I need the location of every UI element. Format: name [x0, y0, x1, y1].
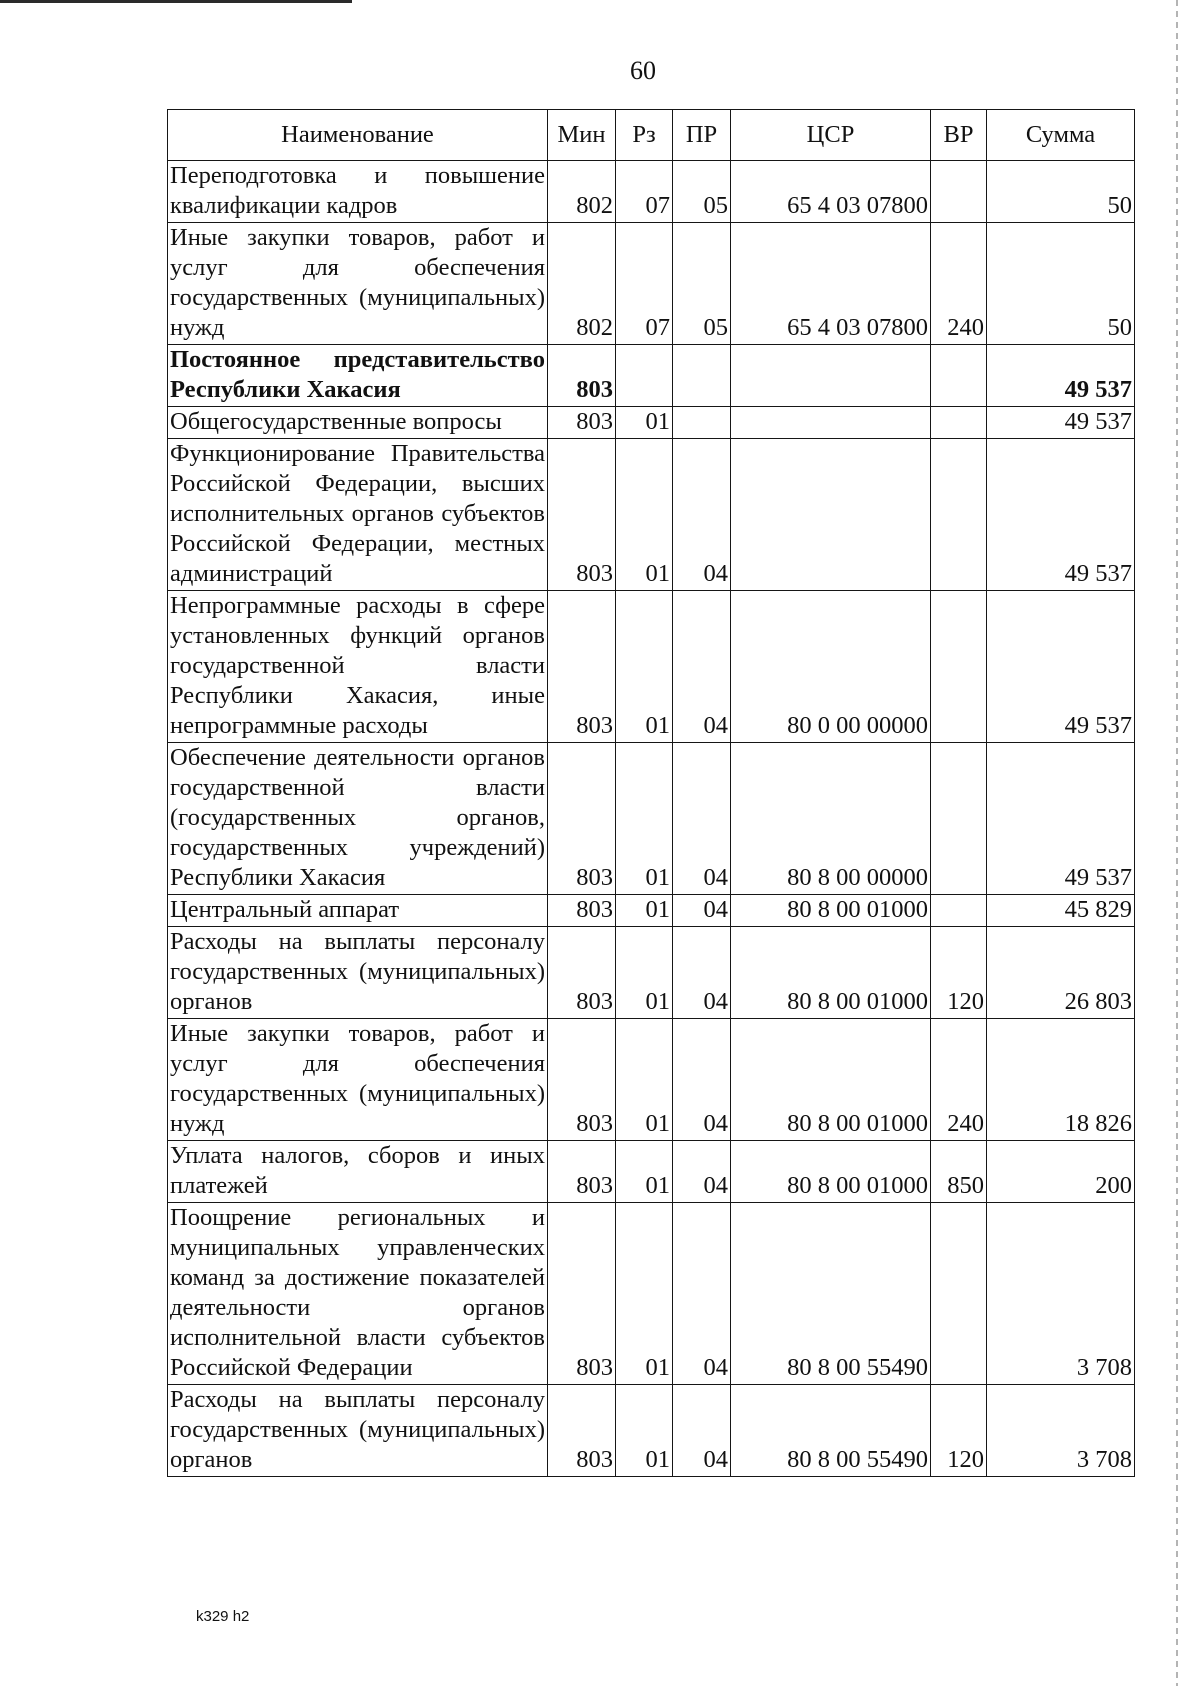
row-pr: 04 — [673, 1385, 731, 1477]
row-min: 803 — [548, 743, 616, 895]
row-pr: 04 — [673, 439, 731, 591]
row-name: Обеспечение деятельности органов государственной власти (государственных органов, государственных учреждений) Республики Хакасия — [168, 743, 548, 895]
row-vr: 120 — [931, 1385, 987, 1477]
row-pr: 04 — [673, 1019, 731, 1141]
row-sum: 49 537 — [987, 345, 1135, 407]
row-csr — [731, 345, 931, 407]
row-rz: 01 — [616, 895, 673, 927]
row-min: 803 — [548, 407, 616, 439]
row-pr: 04 — [673, 1141, 731, 1203]
row-vr — [931, 439, 987, 591]
table-row — [168, 1203, 1135, 1385]
row-vr — [931, 161, 987, 223]
row-csr: 80 0 00 00000 — [731, 591, 931, 743]
row-sum: 45 829 — [987, 895, 1135, 927]
row-pr — [673, 407, 731, 439]
row-csr: 65 4 03 07800 — [731, 161, 931, 223]
row-rz: 01 — [616, 927, 673, 1019]
row-name: Поощрение региональных и муниципальных управленческих команд за достижение показателей деятельности органов исполнительной власти субъектов Российской Федерации — [168, 1203, 548, 1385]
page-number: 60 — [630, 56, 656, 85]
table-row — [168, 895, 1135, 927]
row-min: 803 — [548, 927, 616, 1019]
header-rz: Рз — [616, 110, 673, 161]
row-sum: 49 537 — [987, 743, 1135, 895]
row-name: Уплата налогов, сборов и иных платежей — [168, 1141, 548, 1203]
row-vr: 240 — [931, 1019, 987, 1141]
row-name: Постоянное представительство Республики Хакасия — [168, 345, 548, 407]
row-name: Общегосударственные вопросы — [168, 407, 548, 439]
table-row — [168, 1385, 1135, 1477]
row-min: 803 — [548, 895, 616, 927]
row-pr: 04 — [673, 1203, 731, 1385]
header-csr: ЦСР — [731, 110, 931, 161]
table-row — [168, 407, 1135, 439]
table-row — [168, 161, 1135, 223]
row-rz: 07 — [616, 161, 673, 223]
footer-code: k329 h2 — [196, 1608, 250, 1625]
row-sum: 50 — [987, 223, 1135, 345]
header-row — [168, 110, 1135, 161]
row-csr: 80 8 00 01000 — [731, 1141, 931, 1203]
row-name: Центральный аппарат — [168, 895, 548, 927]
row-sum: 26 803 — [987, 927, 1135, 1019]
row-csr: 80 8 00 55490 — [731, 1203, 931, 1385]
row-vr — [931, 895, 987, 927]
row-min: 803 — [548, 439, 616, 591]
row-rz: 01 — [616, 1141, 673, 1203]
row-rz: 01 — [616, 1203, 673, 1385]
header-min: Мин — [548, 110, 616, 161]
row-rz: 01 — [616, 439, 673, 591]
table-row — [168, 439, 1135, 591]
row-pr: 05 — [673, 223, 731, 345]
row-min: 803 — [548, 1019, 616, 1141]
row-rz: 01 — [616, 743, 673, 895]
row-pr — [673, 345, 731, 407]
row-rz: 01 — [616, 1385, 673, 1477]
header-pr: ПР — [673, 110, 731, 161]
row-csr — [731, 439, 931, 591]
row-vr: 240 — [931, 223, 987, 345]
scan-edge — [1176, 0, 1178, 1686]
row-name: Расходы на выплаты персоналу государственных (муниципальных) органов — [168, 1385, 548, 1477]
row-min: 802 — [548, 161, 616, 223]
row-min: 803 — [548, 1141, 616, 1203]
header-sum: Сумма — [987, 110, 1135, 161]
row-pr: 04 — [673, 927, 731, 1019]
row-sum: 50 — [987, 161, 1135, 223]
row-sum: 49 537 — [987, 591, 1135, 743]
row-name: Непрограммные расходы в сфере установленных функций органов государственной власти Республики Хакасия, иные непрограммные расходы — [168, 591, 548, 743]
header-vr: ВР — [931, 110, 987, 161]
row-name: Переподготовка и повышение квалификации кадров — [168, 161, 548, 223]
table-row — [168, 591, 1135, 743]
row-csr: 80 8 00 01000 — [731, 927, 931, 1019]
table-row — [168, 1141, 1135, 1203]
row-vr: 120 — [931, 927, 987, 1019]
row-sum: 49 537 — [987, 439, 1135, 591]
row-sum: 3 708 — [987, 1385, 1135, 1477]
header-name: Наименование — [168, 110, 548, 161]
row-sum: 3 708 — [987, 1203, 1135, 1385]
row-rz: 01 — [616, 591, 673, 743]
row-csr: 80 8 00 00000 — [731, 743, 931, 895]
row-sum: 200 — [987, 1141, 1135, 1203]
row-min: 803 — [548, 591, 616, 743]
row-sum: 18 826 — [987, 1019, 1135, 1141]
row-pr: 04 — [673, 895, 731, 927]
row-sum: 49 537 — [987, 407, 1135, 439]
table-body — [168, 161, 1135, 1477]
table-row — [168, 1019, 1135, 1141]
row-min: 803 — [548, 1385, 616, 1477]
row-pr: 04 — [673, 591, 731, 743]
budget-table — [167, 109, 1135, 1477]
top-rule — [0, 0, 352, 3]
row-pr: 04 — [673, 743, 731, 895]
row-min: 803 — [548, 1203, 616, 1385]
row-vr — [931, 407, 987, 439]
table-row — [168, 743, 1135, 895]
row-pr: 05 — [673, 161, 731, 223]
row-csr: 80 8 00 01000 — [731, 895, 931, 927]
row-vr — [931, 743, 987, 895]
row-vr — [931, 345, 987, 407]
row-csr: 80 8 00 01000 — [731, 1019, 931, 1141]
row-vr — [931, 1203, 987, 1385]
row-min: 802 — [548, 223, 616, 345]
row-name: Функционирование Правительства Российской Федерации, высших исполнительных органов субъектов Российской Федерации, местных администраций — [168, 439, 548, 591]
row-rz: 07 — [616, 223, 673, 345]
row-csr: 65 4 03 07800 — [731, 223, 931, 345]
row-vr: 850 — [931, 1141, 987, 1203]
row-min: 803 — [548, 345, 616, 407]
row-name: Иные закупки товаров, работ и услуг для обеспечения государственных (муниципальных) нужд — [168, 1019, 548, 1141]
row-csr — [731, 407, 931, 439]
row-vr — [931, 591, 987, 743]
row-rz: 01 — [616, 1019, 673, 1141]
row-name: Иные закупки товаров, работ и услуг для обеспечения государственных (муниципальных) нужд — [168, 223, 548, 345]
row-csr: 80 8 00 55490 — [731, 1385, 931, 1477]
table-row — [168, 927, 1135, 1019]
table-row — [168, 345, 1135, 407]
row-rz: 01 — [616, 407, 673, 439]
table-row — [168, 223, 1135, 345]
row-rz — [616, 345, 673, 407]
row-name: Расходы на выплаты персоналу государственных (муниципальных) органов — [168, 927, 548, 1019]
